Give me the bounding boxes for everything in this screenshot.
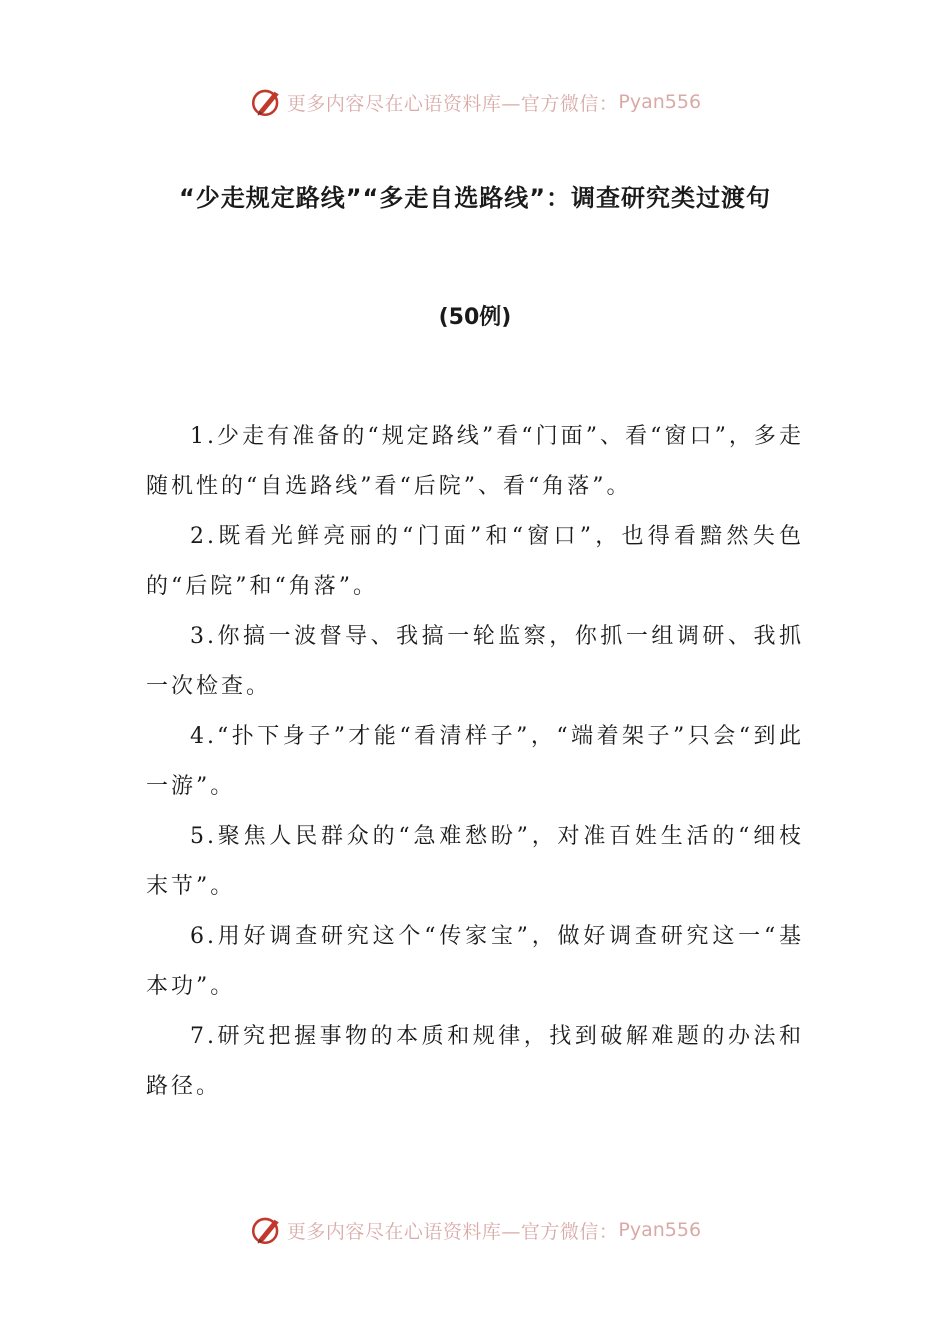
paragraph: 1.少走有准备的“规定路线”看“门面”、看“窗口”，多走随机性的“自选路线”看“后院”、看“角落”。 (146, 424, 804, 499)
document-body (146, 412, 804, 1112)
pen-logo-icon (249, 85, 283, 119)
header-wechat-id: Pyan556 (618, 91, 702, 113)
footer-banner-text: 更多内容尽在心语资料库—官方微信： (286, 1220, 619, 1243)
paragraph: 6.用好调查研究这个“传家宝”，做好调查研究这一“基本功”。 (146, 924, 804, 999)
header-banner-text: 更多内容尽在心语资料库—官方微信： (286, 92, 619, 115)
paragraph: 2.既看光鲜亮丽的“门面”和“窗口”，也得看黯然失色的“后院”和“角落”。 (146, 524, 804, 599)
document-subtitle: (50例) (438, 305, 512, 330)
paragraph: 4.“扑下身子”才能“看清样子”，“端着架子”只会“到此一游”。 (146, 724, 804, 799)
footer-banner (0, 1210, 950, 1250)
footer-wechat-id: Pyan556 (618, 1219, 702, 1241)
pen-logo-icon (249, 1213, 283, 1247)
paragraph: 3.你搞一波督导、我搞一轮监察，你抓一组调研、我抓一次检查。 (146, 624, 804, 699)
document-title: “少走规定路线”“多走自选路线”：调查研究类过渡句 (178, 184, 772, 212)
header-banner (0, 82, 950, 122)
paragraph: 5.聚焦人民群众的“急难愁盼”，对准百姓生活的“细枝末节”。 (146, 824, 804, 899)
paragraph: 7.研究把握事物的本质和规律，找到破解难题的办法和路径。 (146, 1024, 804, 1099)
